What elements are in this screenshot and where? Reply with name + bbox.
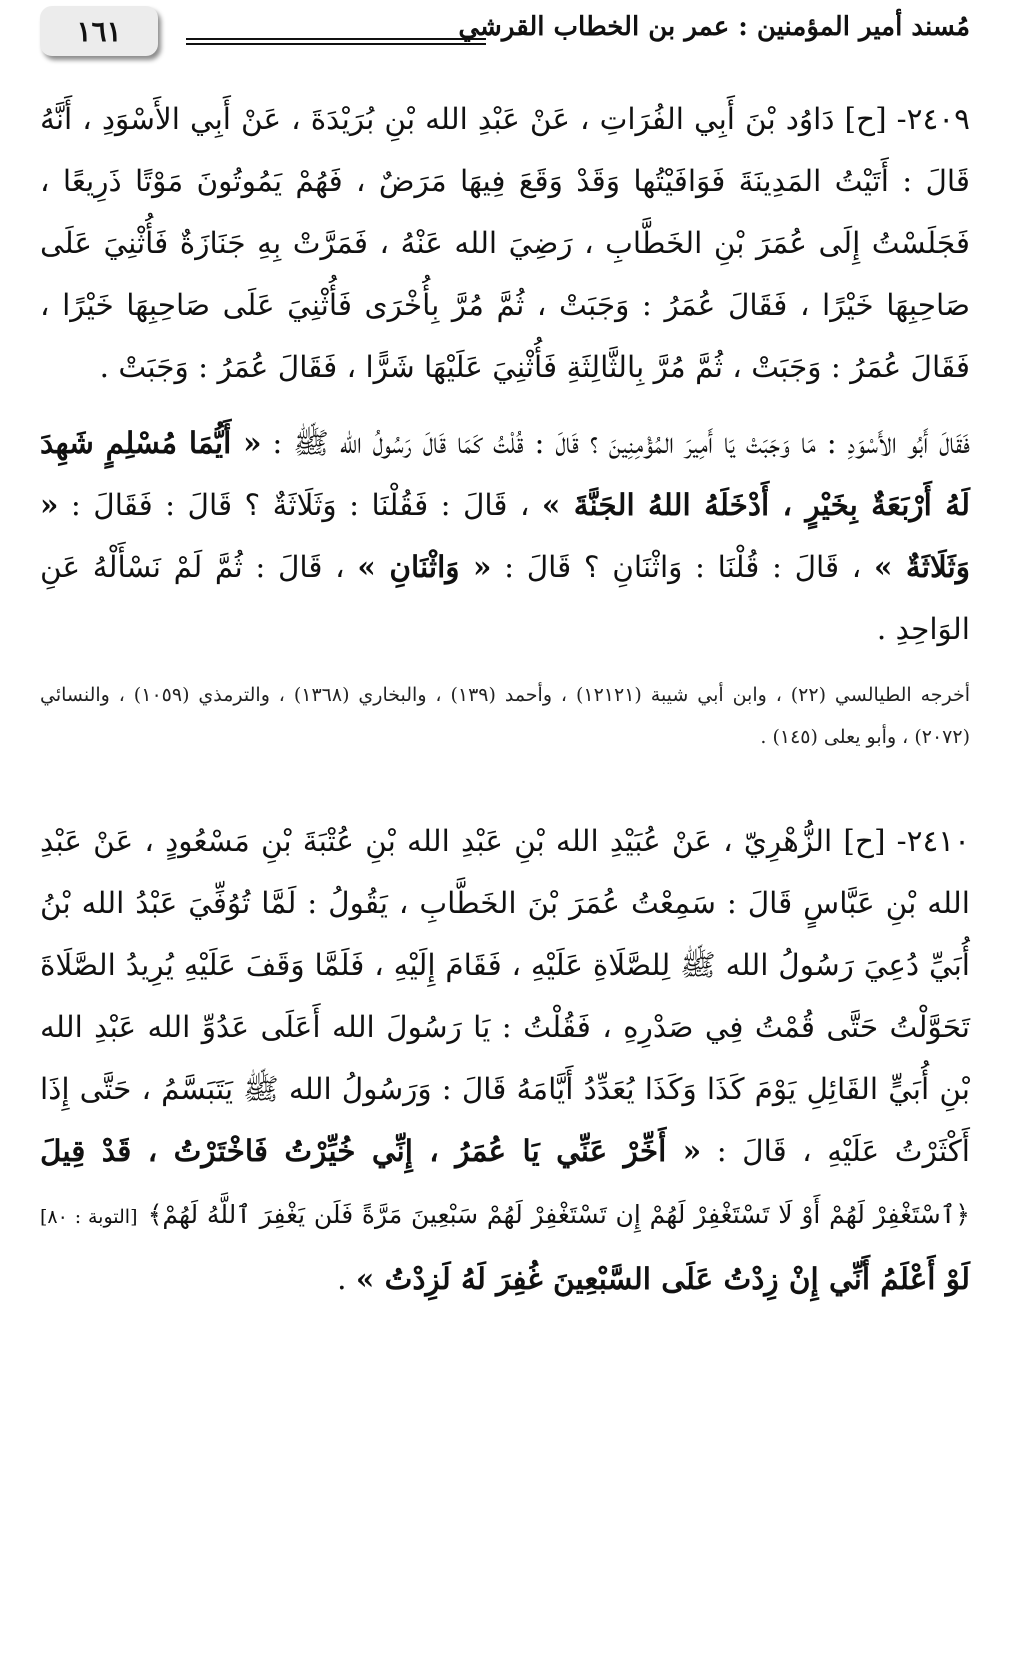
- hadith-text: أَتَيْتُ المَدِينَةَ فَوَافَيْتُها وَقَدْ وَقَعَ فِيهَا مَرَضٌ ، فَهُمْ يَمُوتُونَ مَوْتًا ذَرِيعًا ، فَجَلَسْتُ إِلَى عُمَرَ بْنِ الخَطَّابِ ، رَضِيَ الله عَنْهُ ، فَمَرَّتْ بِهِ جَنَازَةٌ فَأُثْنِيَ عَلَى صَاحِبِهَا خَيْرًا ، فَقَالَ عُمَرُ : وَجَبَتْ ، ثُمَّ مُرَّ بِأُخْرَى فَأُثْنِيَ عَلَى صَاحِبِهَا خَيْرًا ، فَقَالَ عُمَرُ : وَجَبَتْ ، ثُمَّ مُرَّ بِالثَّالِثَةِ فَأُثْنِيَ عَلَيْهَا شَرًّا ، فَقَالَ عُمَرُ : وَجَبَتْ .: [40, 164, 970, 384]
- surah-reference: [التوبة : ٨٠]: [40, 1206, 138, 1228]
- page-number: ١٦١: [76, 14, 122, 48]
- hadith-2409-paragraph-2: [40, 412, 970, 660]
- hadith-marker: [ح]: [844, 102, 887, 136]
- quran-ayah: ﴿ٱسْتَغْفِرْ لَهُمْ أَوْ لَا تَسْتَغْفِرْ لَهُمْ إِن تَسْتَغْفِرْ لَهُمْ سَبْعِينَ مَرَّةً فَلَن يَغْفِرَ ٱللَّهُ لَهُمْ﴾: [147, 1200, 970, 1229]
- page-header: [0, 0, 1010, 70]
- hadith-isnad: دَاوُد بْنَ أَبِي الفُرَاتِ ، عَنْ عَبْدِ الله بْنِ بُرَيْدَةَ ، عَنْ أَبِي الأَسْوَدِ ، أَنَّهُ قَالَ :: [40, 102, 970, 198]
- prophetic-saying: « أَيُّمَا مُسْلِمٍ شَهِدَ لَهُ أَرْبَعَةٌ بِخَيْرٍ ، أَدْخَلَهُ اللهُ الجَنَّةَ »: [40, 425, 970, 522]
- hadith-2410-paragraph: [40, 810, 970, 1310]
- hadith-text: ، قَالَ : ثُمَّ لَمْ نَسْأَلْهُ عَنِ الوَاحِدِ .: [40, 550, 970, 646]
- closing-period: .: [337, 1262, 347, 1296]
- page-body: [40, 88, 970, 1324]
- prophetic-saying: « أَخِّرْ عَنِّي يَا عُمَرُ ، إِنِّي خُيِّرْتُ فَاخْتَرْتُ ، قَدْ قِيلَ: [40, 1133, 702, 1168]
- hadith-number: ٢٤١٠-: [896, 824, 970, 858]
- section-gap: [40, 780, 970, 810]
- header-rule: [186, 38, 486, 45]
- hadith-number: ٢٤٠٩-: [896, 102, 970, 136]
- hadith-marker: [ح]: [843, 824, 886, 858]
- hadith-text: ، قَالَ : قُلْنَا : وَاثْنَانِ ؟ قَالَ :: [504, 550, 862, 584]
- hadith-2409-paragraph-1: [40, 88, 970, 398]
- prophetic-saying: « وَثَلَاثَةٌ »: [40, 487, 971, 584]
- hadith-text: ، قَالَ : فَقُلْنَا : وَثَلَاثَةٌ ؟ قَالَ : فَقَالَ :: [70, 488, 530, 522]
- takhrij-note: أخرجه الطيالسي (٢٢) ، وابن أبي شيبة (١٢١٢١) ، وأحمد (١٣٩) ، والبخاري (١٣٦٨) ، والترمذي (١٠٥٩) ، والنسائي (٢٠٧٢) ، وأبو يعلى (١٤٥) .: [40, 684, 971, 748]
- hadith-text: الزُّهْرِيّ ، عَنْ عُبَيْدِ الله بْنِ عَبْدِ الله بْنِ عُتْبَةَ بْنِ مَسْعُودٍ ، عَنْ عَبْدِ الله بْنِ عَبَّاسٍ قَالَ : سَمِعْتُ عُمَرَ بْنَ الخَطَّابِ ، يَقُولُ : لَمَّا تُوُفِّيَ عَبْدُ الله بْنُ أُبَيِّ دُعِيَ رَسُولُ الله ﷺ لِلصَّلَاةِ عَلَيْهِ ، فَقَامَ إِلَيْهِ ، فَلَمَّا وَقَفَ عَلَيْهِ يُرِيدُ الصَّلَاةَ تَحَوَّلْتُ حَتَّى قُمْتُ فِي صَدْرِهِ ، فَقُلْتُ : يَا رَسُولَ الله أَعَلَى عَدُوِّ الله عَبْدِ الله بْنِ أُبَيٍّ القَائِلِ يَوْمَ كَذَا وَكَذَا يُعَدِّدُ أَيَّامَهُ قَالَ : وَرَسُولُ الله ﷺ يَتَبَسَّمُ ، حَتَّى إِذَا أَكْثَرْتُ عَلَيْهِ ، قَالَ :: [40, 824, 970, 1168]
- prophetic-saying: « وَاثْنَانِ »: [357, 549, 492, 584]
- page-number-badge: [40, 6, 158, 56]
- prophetic-saying: لَوْ أَعْلَمُ أَنِّي إِنْ زِدْتُ عَلَى السَّبْعِينَ غُفِرَ لَهُ لَزِدْتُ »: [355, 1261, 970, 1296]
- hadith-text: فَقَالَ أَبُو الأَسْوَدِ : مَا وَجَبَتْ يَا أَمِيرَ المُؤْمِنِينَ ؟ قَالَ : قُلْتُ كَمَا قَالَ رَسُولُ الله ﷺ :: [272, 426, 970, 460]
- running-title: مُسند أمير المؤمنين : عمر بن الخطاب القرشي: [458, 12, 970, 42]
